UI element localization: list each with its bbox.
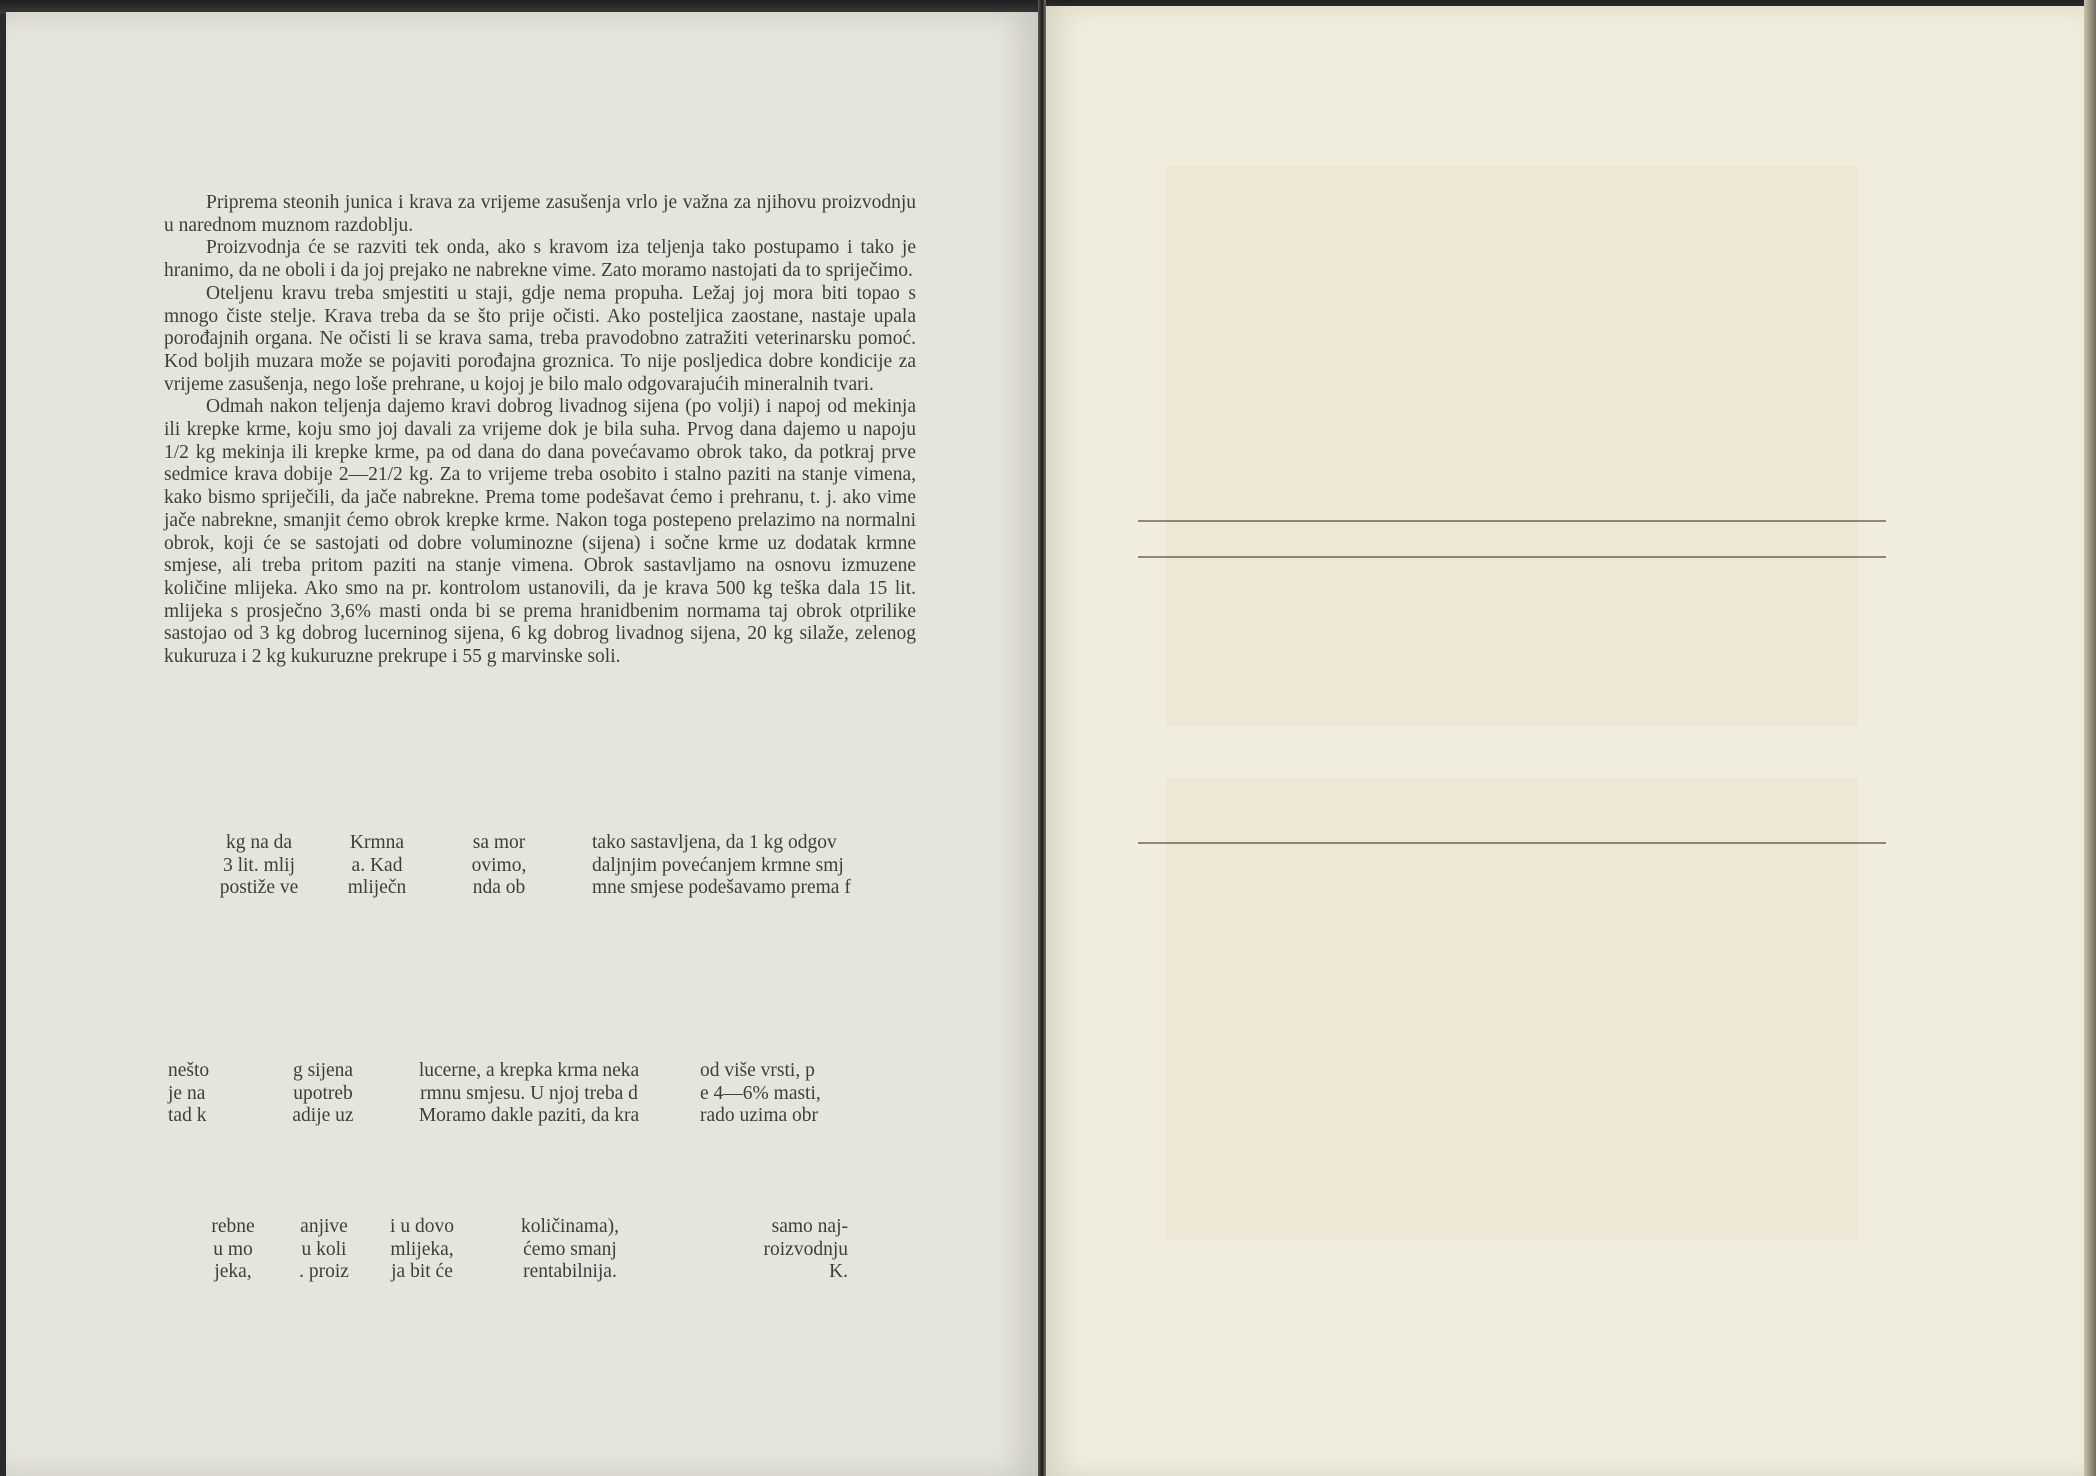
show-through-image-area bbox=[1166, 166, 1858, 726]
fragment-column: g sijena upotreb adije uz bbox=[292, 1060, 354, 1127]
fragment-column: lucerne, a krepka krma neka rmnu smjesu. U njoj treba d Moramo dakle paziti, da kra bbox=[418, 1060, 640, 1127]
fragment-column: nešto je na tad k bbox=[168, 1060, 210, 1127]
fragment-column: anjive u koli . proiz bbox=[299, 1216, 349, 1283]
book-right-edge bbox=[2084, 0, 2096, 1476]
fragment-column: količinama), ćemo smanj rentabilnija. bbox=[520, 1216, 619, 1283]
fragment-column: i u dovo mlijeka, ja bit će bbox=[390, 1216, 454, 1283]
fragment-column: samo naj- roizvodnju K. bbox=[763, 1216, 848, 1283]
fragment-column: tako sastavljena, da 1 kg odgov daljnjim povećanjem krmne smj mne smjese podešavamo prema f bbox=[592, 832, 851, 899]
fragment-column: rebne u mo jeka, bbox=[211, 1216, 255, 1283]
paragraph-2: Proizvodnja će se razviti tek onda, ako s kravom iza teljenja tako postupamo i tako je hranimo, da ne oboli i da joj prejako ne nabrekne vime. Zato moramo nastojati da to spriječimo. bbox=[164, 237, 916, 282]
fragment-column: kg na da 3 lit. mlij postiže ve bbox=[219, 832, 299, 899]
fragment-group-1 bbox=[200, 832, 932, 900]
show-through-image-area bbox=[1166, 778, 1858, 1240]
fragment-group-2 bbox=[168, 1060, 880, 1128]
book-gutter bbox=[1038, 0, 1046, 1476]
paragraph-3: Oteljenu kravu treba smjestiti u staji, gdje nema propuha. Ležaj joj mora biti topao s mnogo čiste stelje. Krava treba da se što prije očisti. Ako posteljica zaostane, nastaje upala porođajnih organa. Ne očisti li se krava sama, treba pravodobno zatražiti veterinarsku pomoć. Kod boljih muzara može se pojaviti porođajna groznica. To nije posljedica dobre kondicije za vrijeme zasušenja, nego loše prehrane, u kojoj je bilo malo odgovarajućih mineralnih tvari. bbox=[164, 282, 916, 395]
main-text-block bbox=[164, 192, 916, 669]
fragment-column: sa mor ovimo, nda ob bbox=[471, 832, 527, 899]
fragment-column: od više vrsti, p e 4—6% masti, rado uzima obr bbox=[700, 1060, 821, 1127]
fragment-group-3 bbox=[190, 1216, 848, 1284]
fragment-column: Krmna a. Kad mliječn bbox=[347, 832, 407, 899]
horizontal-rule bbox=[1138, 556, 1886, 558]
horizontal-rule bbox=[1138, 842, 1886, 844]
paragraph-1: Priprema steonih junica i krava za vrijeme zasušenja vrlo je važna za njihovu proizvodnju u narednom muznom razdoblju. bbox=[164, 192, 916, 236]
horizontal-rule bbox=[1138, 520, 1886, 522]
paragraph-4: Odmah nakon teljenja dajemo kravi dobrog livadnog sijena (po volji) i napoj od mekinja ili krepke krme, koju smo joj davali za vrijeme dok je bila suha. Prvog dana dajemo u napoju 1/2 kg mekinja ili krepke krme, pa od dana do dana povećavamo obrok tako, da potkraj prve sedmice krava dobije 2—21/2 kg. Za to vrijeme treba osobito i stalno paziti na stanje vimena, kako bismo spriječili, da jače nabrekne. Prema tome podešavat ćemo i prehranu, t. j. ako vime jače nabrekne, smanjit ćemo obrok krepke krme. Nakon toga postepeno prelazimo na normalni obrok, koji će se sastojati od dobre voluminozne (sijena) i sočne krme uz dodatak krmne smjese, ali treba pritom paziti na stanje vimena. Obrok sastavljamo na osnovu izmuzene količine mlijeka. Ako smo na pr. kontrolom ustanovili, da je krava 500 kg teška dala 15 lit. mlijeka s prosječno 3,6% masti onda bi se prema hranidbenim normama taj obrok otprilike sastojao od 3 kg dobrog lucerninog sijena, 6 kg dobrog livadnog sijena, 20 kg silaže, zelenog kukuruza i 2 kg kukuruzne prekrupe i 55 g marvinske soli. bbox=[164, 396, 916, 668]
